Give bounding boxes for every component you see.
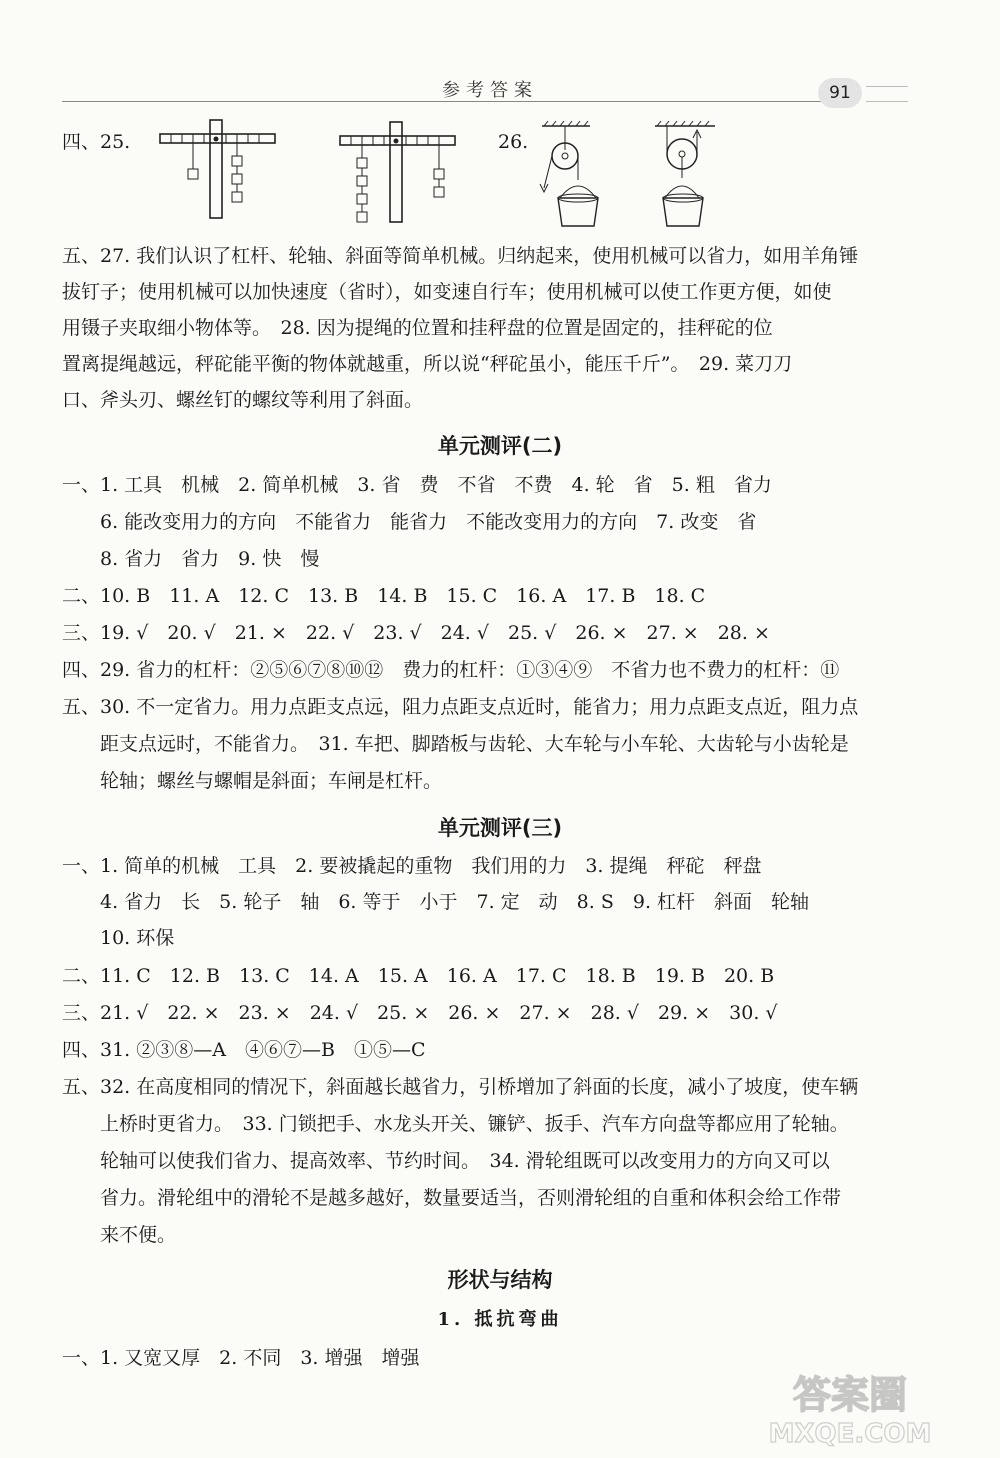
answer-line: 五、27. 我们认识了杠杆、轮轴、斜面等简单机械。归纳起来，使用机械可以省力，如用羊角锤 (62, 245, 859, 267)
answer-line: 拔钉子；使用机械可以加快速度（省时），如变速自行车；使用机械可以使工作更方便，如使 (62, 281, 832, 303)
section-subtitle: 1. 抵抗弯曲 (437, 1309, 563, 1330)
unit3-line: 4. 省力 长 5. 轮子 轴 6. 等于 小于 7. 定 动 8. S 9. 杠杆 斜面 轮轴 (62, 891, 810, 913)
watermark-text: 答案圈 (792, 1373, 908, 1417)
page-number: 91 (818, 78, 862, 108)
answer-line: 口、斧头刃、螺丝钉的螺纹等利用了斜面。 (62, 389, 424, 411)
page-number-decoration (866, 86, 908, 102)
section-line: 一、1. 又宽又厚 2. 不同 3. 增强 增强 (62, 1347, 420, 1369)
answer-line: 用镊子夹取细小物体等。 28. 因为提绳的位置和挂秤盘的位置是固定的，挂秤砣的位 (62, 317, 773, 339)
unit2-line: 三、19. √ 20. √ 21. × 22. √ 23. √ 24. √ 25. √ 26. × 27. × 28. × (62, 622, 770, 644)
q26-label: 26. (498, 131, 529, 153)
fixed-pulley-diagram (530, 118, 620, 230)
unit3-line: 五、32. 在高度相同的情况下，斜面越长越省力，引桥增加了斜面的长度，减小了坡度，使车辆 (62, 1076, 859, 1098)
lever-diagram-1 (155, 114, 285, 224)
unit3-line: 一、1. 简单的机械 工具 2. 要被撬起的重物 我们用的力 3. 提绳 秤砣 秤盘 (62, 855, 762, 877)
unit2-line: 四、29. 省力的杠杆：②⑤⑥⑦⑧⑩⑫ 费力的杠杆：①③④⑨ 不省力也不费力的杠杆：⑪ (62, 659, 840, 681)
header-rule (62, 101, 822, 102)
unit2-line: 二、10. B 11. A 12. C 13. B 14. B 15. C 16. A 17. B 18. C (62, 585, 706, 607)
unit3-line: 上桥时更省力。 33. 门锁把手、水龙头开关、镰铲、扳手、汽车方向盘等都应用了轮轴。 (62, 1113, 849, 1135)
unit2-line: 轮轴；螺丝与螺帽是斜面；车闸是杠杆。 (62, 770, 443, 792)
unit2-line: 8. 省力 省力 9. 快 慢 (62, 548, 320, 570)
unit3-line: 轮轴可以使我们省力、提高效率、节约时间。 34. 滑轮组既可以改变用力的方向又可以 (62, 1150, 830, 1172)
watermark-url: MXQE.COM (768, 1419, 932, 1448)
unit2-line: 五、30. 不一定省力。用力点距支点远，阻力点距支点近时，能省力；用力点距支点近，阻力点 (62, 696, 859, 718)
unit2-title: 单元测评(二) (437, 434, 563, 458)
q25-label: 四、25. (62, 131, 131, 153)
movable-pulley-diagram (645, 118, 735, 230)
unit3-line: 二、11. C 12. B 13. C 14. A 15. A 16. A 17. C 18. B 19. B 20. B (62, 965, 775, 987)
section-title: 形状与结构 (447, 1268, 553, 1292)
lever-diagram-2 (335, 114, 465, 234)
unit3-line: 来不便。 (62, 1224, 177, 1246)
unit3-title: 单元测评(三) (437, 816, 563, 840)
running-header: 参考答案 (442, 80, 538, 101)
unit3-line: 三、21. √ 22. × 23. × 24. √ 25. × 26. × 27. × 28. √ 29. × 30. √ (62, 1002, 778, 1024)
answer-line: 置离提绳越远，秤砣能平衡的物体就越重，所以说“秤砣虽小，能压千斤”。 29. 菜刀刀 (62, 353, 793, 375)
unit3-line: 省力。滑轮组中的滑轮不是越多越好，数量要适当，否则滑轮组的自重和体积会给工作带 (62, 1187, 842, 1209)
unit3-line: 四、31. ②③⑧—A ④⑥⑦—B ①⑤—C (62, 1039, 426, 1061)
unit2-line: 一、1. 工具 机械 2. 简单机械 3. 省 费 不省 不费 4. 轮 省 5. 粗 省力 (62, 474, 772, 496)
unit2-line: 6. 能改变用力的方向 不能省力 能省力 不能改变用力的方向 7. 改变 省 (62, 511, 757, 533)
unit3-line: 10. 环保 (62, 927, 175, 949)
watermark-logo (700, 1368, 990, 1448)
unit2-line: 距支点远时，不能省力。 31. 车把、脚踏板与齿轮、大车轮与小车轮、大齿轮与小齿轮是 (62, 733, 849, 755)
